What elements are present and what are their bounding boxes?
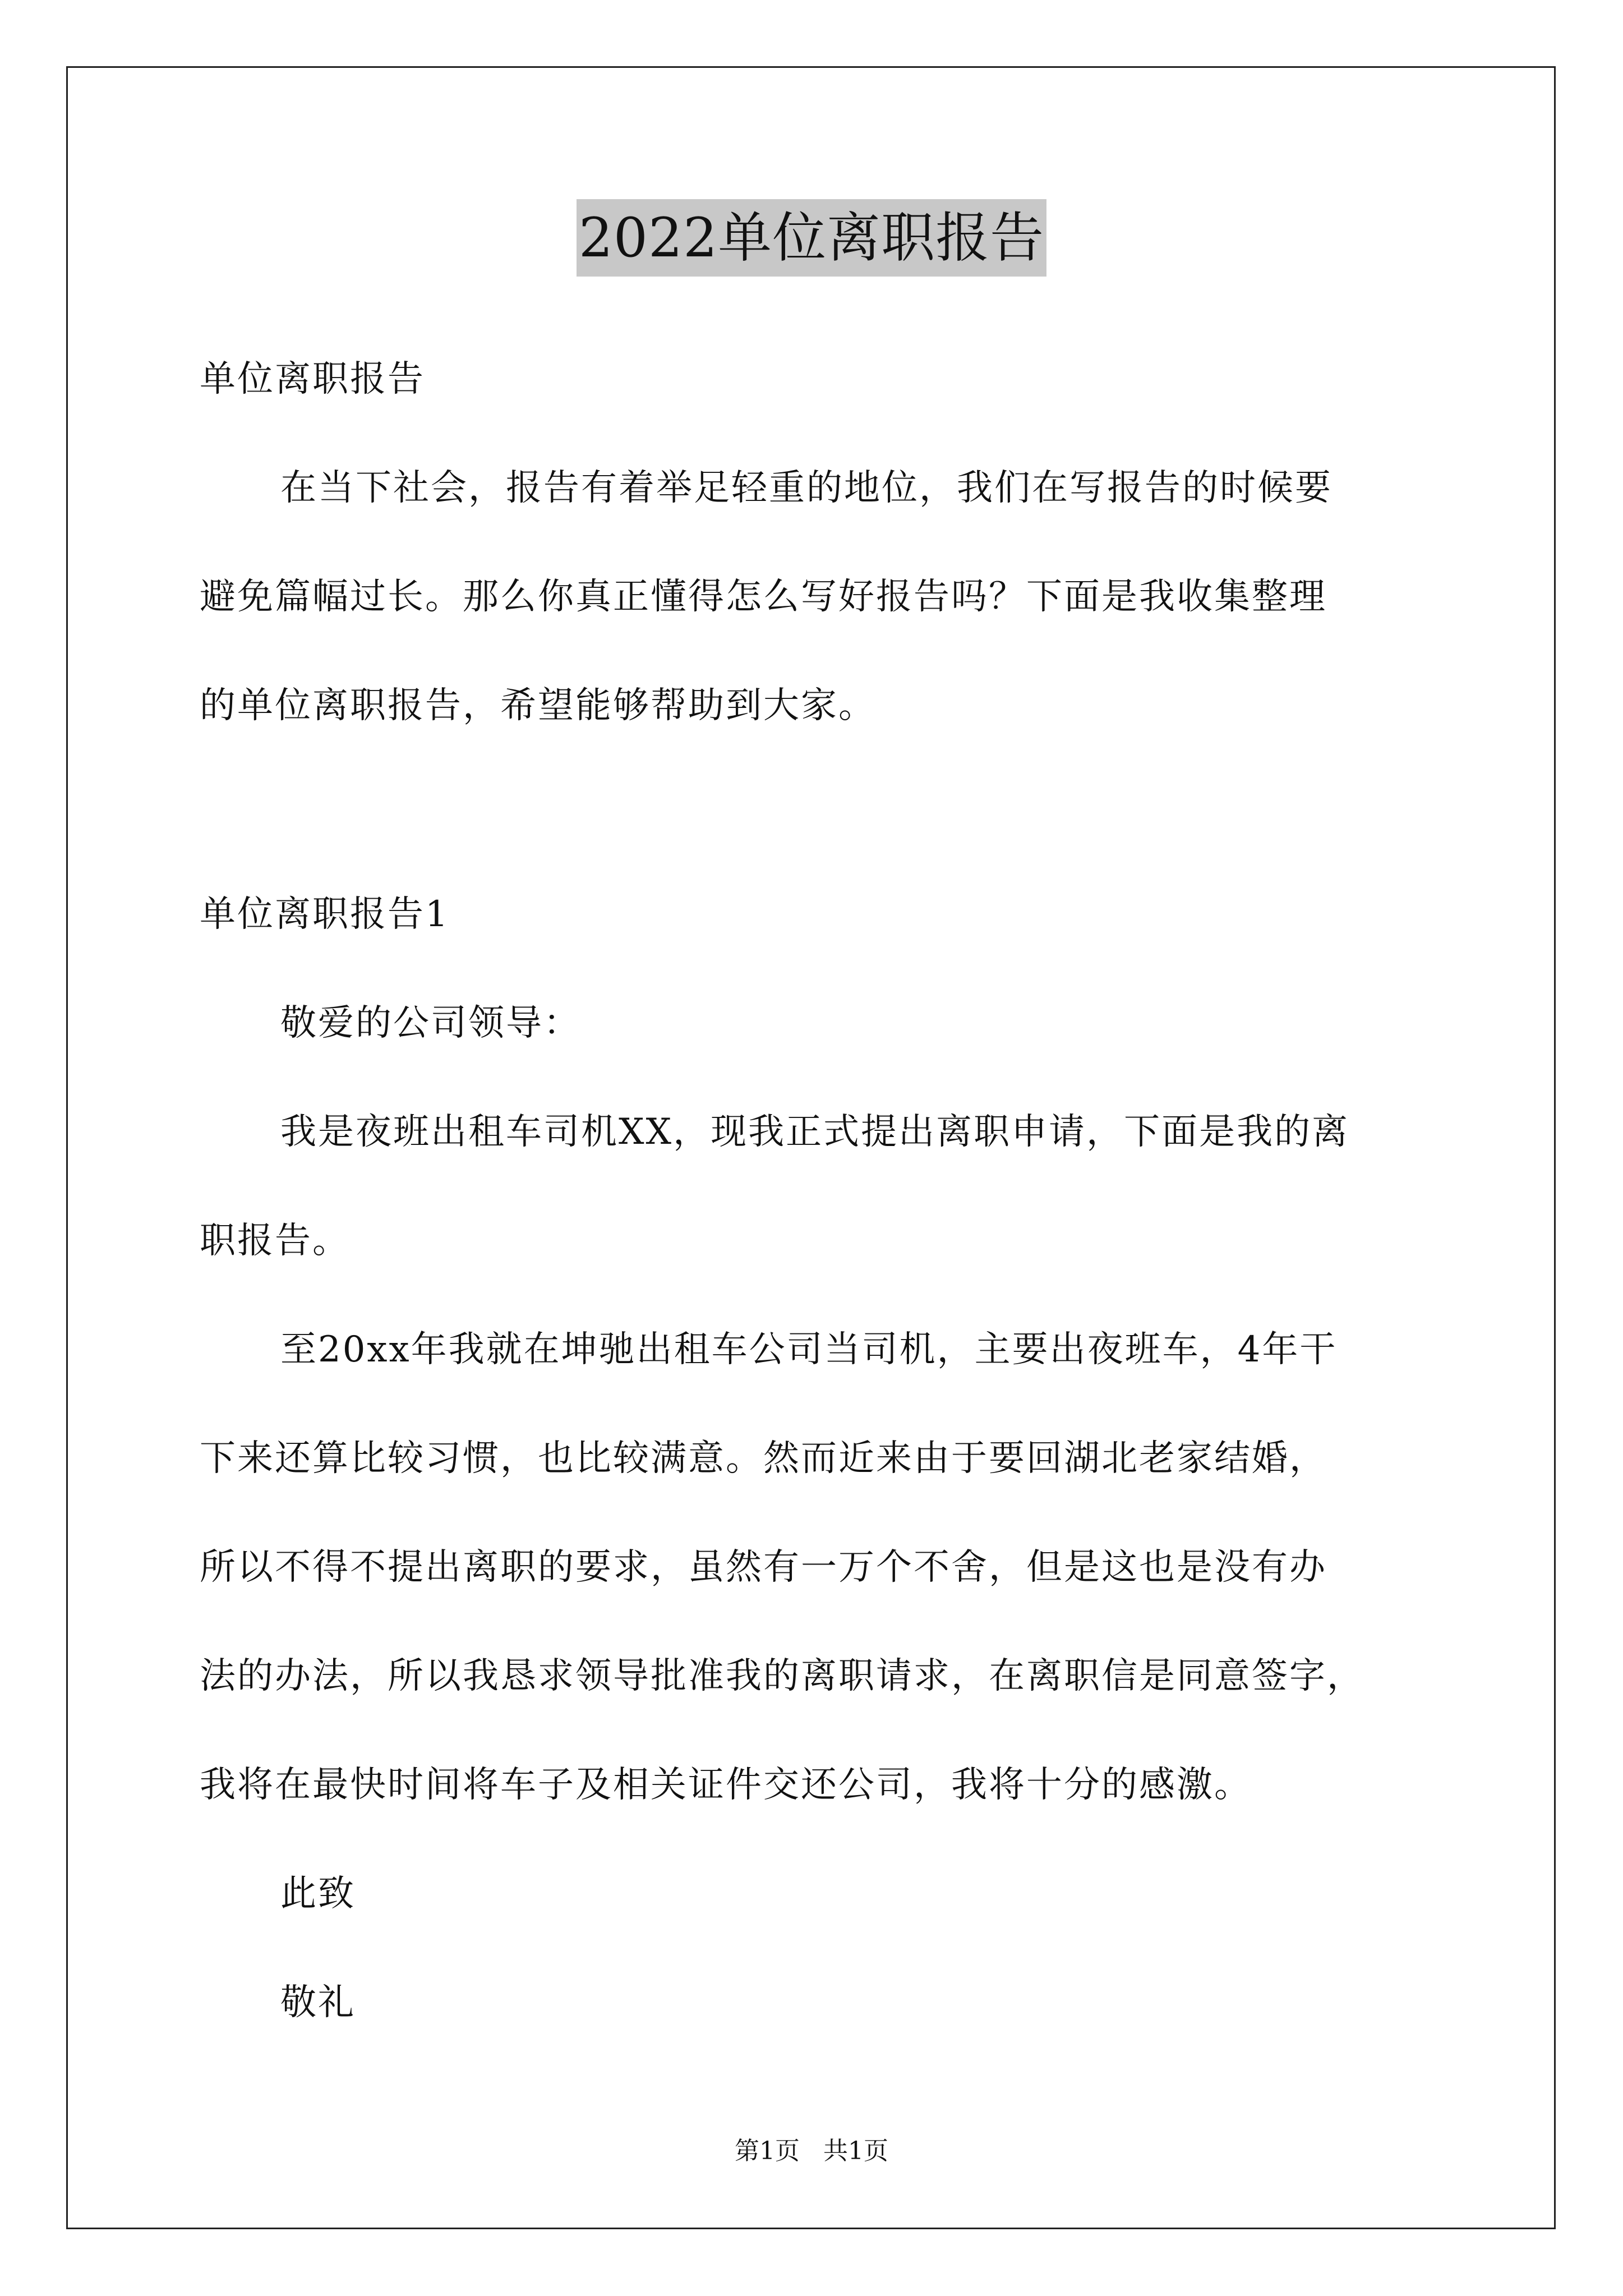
paragraph-line: 避免篇幅过长。那么你真正懂得怎么写好报告吗？下面是我收集整理 [200,576,1327,618]
page-footer [0,2134,1623,2168]
document-title: 2022单位离职报告 [577,199,1046,277]
page-total: 共1页 [823,2137,888,2165]
paragraph-line: 职报告。 [200,1220,350,1262]
paragraph-line: 所以不得不提出离职的要求，虽然有一万个不舍，但是这也是没有办 [200,1547,1327,1588]
paragraph-line: 我将在最快时间将车子及相关证件交还公司，我将十分的感激。 [200,1764,1252,1806]
closing-regards: 敬礼 [280,1982,356,2023]
section-heading: 单位离职报告 [200,358,425,400]
closing-line: 此致 [280,1873,356,1915]
paragraph-line: 下来还算比较习惯，也比较满意。然而近来由于要回湖北老家结婚， [200,1438,1327,1479]
title-container [0,199,1623,277]
paragraph-line: 法的办法，所以我恳求领导批准我的离职请求，在离职信是同意签字， [200,1655,1364,1697]
salutation: 敬爱的公司领导： [280,1002,581,1044]
paragraph-line: 我是夜班出租车司机XX，现我正式提出离职申请，下面是我的离 [280,1111,1350,1153]
paragraph-line: 在当下社会，报告有着举足轻重的地位，我们在写报告的时候要 [280,467,1332,509]
report-heading: 单位离职报告1 [200,894,450,935]
page-number: 第1页 [735,2137,800,2165]
paragraph-line: 至20xx年我就在坤驰出租车公司当司机，主要出夜班车，4年干 [280,1329,1338,1370]
paragraph-line: 的单位离职报告，希望能够帮助到大家。 [200,685,876,726]
